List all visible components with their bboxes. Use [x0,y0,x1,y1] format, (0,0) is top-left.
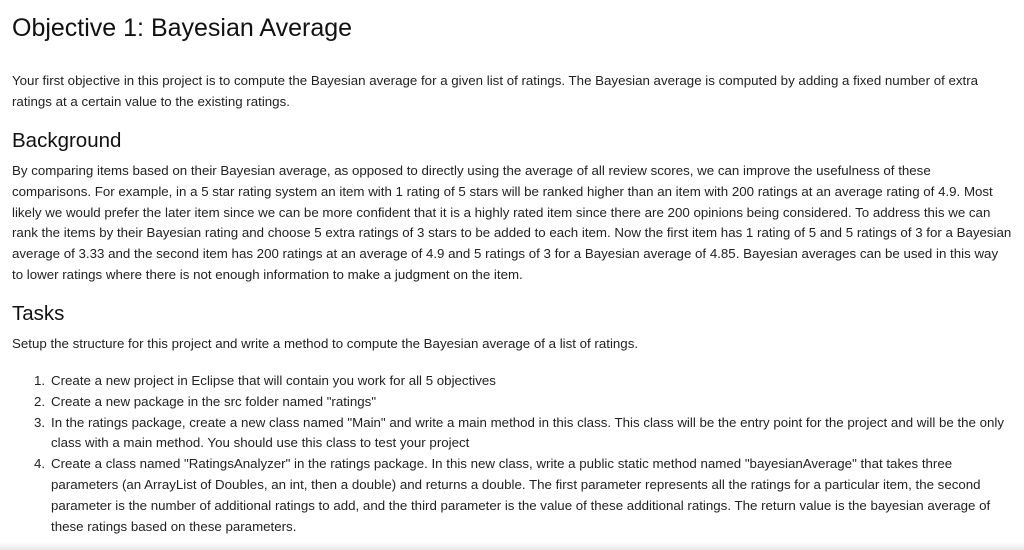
task-item [12,371,1012,392]
task-text: Create a class named "RatingsAnalyzer" in the ratings package. In this new class, write a public static method named "bayesianAverage" that takes three parameters (an ArrayList of Doubles, an int, then a double) and returns a double. The first parameter represents all the ratings for a particular item, the second parameter is the number of additional ratings to add, and the third parameter is the value of these additional ratings. The return value is the bayesian average of these ratings based on these parameters. [51,456,991,534]
bottom-fade [0,542,1024,550]
tasks-heading: Tasks [12,302,65,325]
page-title: Objective 1: Bayesian Average [12,14,353,42]
task-text: Create a new project in Eclipse that will contain you work for all 5 objectives [51,373,496,388]
tasks-paragraph: Setup the structure for this project and write a method to compute the Bayesian average of a list of ratings. [12,336,639,351]
task-item [12,413,1012,455]
task-number: 2. [34,393,46,409]
task-text: Create a new package in the src folder named "ratings" [51,393,377,409]
task-item [12,454,1012,537]
background-heading: Background [12,129,122,152]
task-number: 1. [34,373,46,388]
background-paragraph: By comparing items based on their Bayesian average, as opposed to directly using the average of all review scores, we can improve the usefulness of these comparisons. For example, in a 5 star rating system an item with 1 rating of 5 stars will be ranked higher than an item with 200 ratings at an average rating of 4.9. Most likely we would prefer the later item since we can be more confident that it is a highly rated item since there are 200 opinions being considered. To address this we can rank the items by their Bayesian rating and choose 5 extra ratings of 3 stars to be added to each item. Now the first item has 1 rating of 5 and 5 ratings of 3 for a Bayesian average of 3.33 and the second item has 200 ratings at an average of 4.9 and 5 ratings of 3 for a Bayesian average of 4.85. Bayesian averages can be used in this way to lower ratings where there is not enough information to make a judgment on the item. [12,163,1012,282]
intro-paragraph: Your first objective in this project is to compute the Bayesian average for a given list of ratings. The Bayesian average is computed by adding a fixed number of extra ratings at a certain value to the existing ratings. [12,73,979,109]
task-list [12,371,1012,537]
task-number: 3. [34,414,46,430]
task-text: In the ratings package, create a new class named "Main" and write a main method in this class. This class will be the entry point for the project and will be the only class with a main method. You should use this class to test your project [51,414,1005,451]
task-number: 4. [34,456,46,472]
task-item [12,392,1012,413]
